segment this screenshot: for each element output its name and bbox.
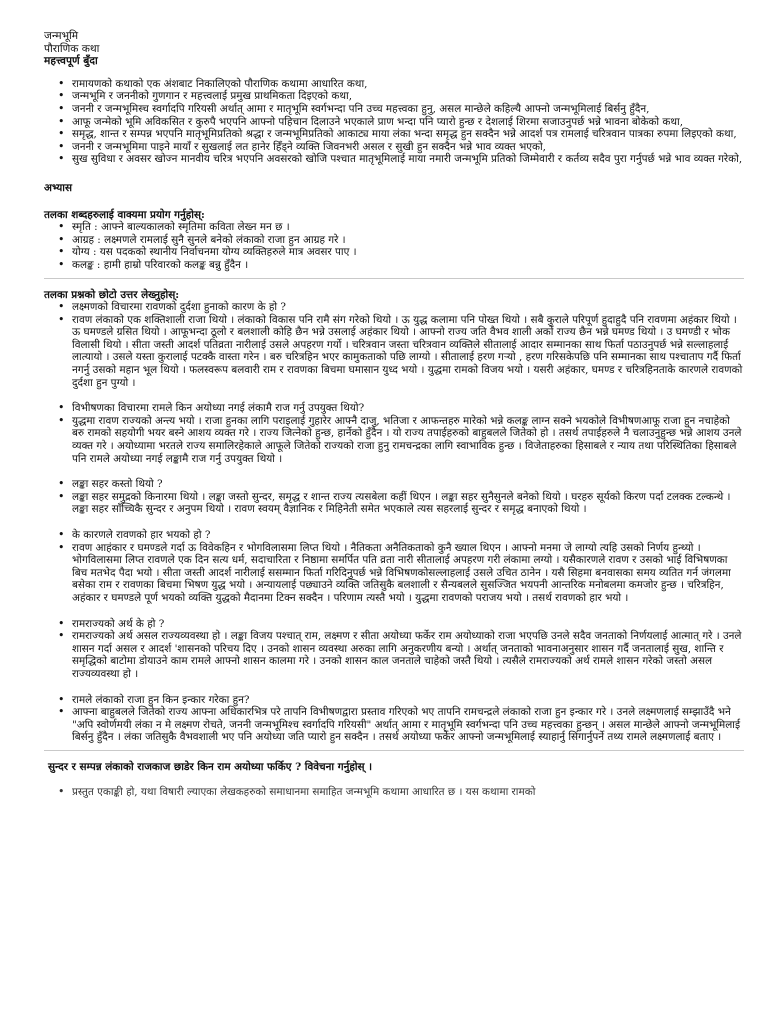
question: • के कारणले रावणको हार भयको हो ? <box>44 529 744 542</box>
key-points-list <box>44 78 744 166</box>
answer: • आफ्ना बाहुबलले जितेको राज्य आफ्ना अधिकारभित्र परे तापनि विभीषणद्वारा प्रस्ताव गरिएको भए तापनि रामचन्द्रले लंकाको राजा हुन इन्कार गरे । उनले लक्ष्मणलाई सम्झाउँदै भने "अपि स्वोर्णमयी लंका न मे लक्ष्मण रोचते, जननी जन्मभूमिश्च स्वर्गादपि गरियसी" अर्थात् आमा र मातृभूमि स्वर्गभन्दा पनि उच्च महत्त्वका हुन्छन् । असल मान्छेले आफ्नो जन्मभूमिलाई बिर्सनु हुँदैन । लंका जतिसुकै वैभवशाली भए पनि अयोध्या जति प्यारो हुन सक्दैन । तसर्थ अयोध्या फर्केर आफ्नो जन्मभूमिलाई स्याहार्नु सिंगार्नुपर्ने तथ्य रामले लक्ष्मणलाई बताए । <box>44 706 744 744</box>
list-item: • स्मृति : आफ्ने बाल्यकालको स्मृतिमा कविता लेख्न मन छ । <box>44 221 744 234</box>
answer: • रावण लंकाको एक शक्तिशाली राजा थियो । लंकाको विकास पनि रामै संग गरेको थियो । ऊ युद्ध कलामा पनि पोख्त थियो । सबै कुराले परिपूर्ण हुदाहुदै पनि रावणमा अहंकार थियो । ऊ घमण्डले ग्रसित थियो । आफूभन्दा ठूलो र बलशाली कोहि छैन भन्ने उसलाई अहंकार थियो । आफ्नो राज्य जति वैभव शाली अर्को राज्य छैन भन्ने घमण्ड थियो । उ घमण्डी र भोक विलासी थियो । सीता जस्ती आदर्श पतिव्रता नारीलाई उसले अपहरण गर्यो । चरित्रवान जस्ता चरित्रवान व्यक्तिले सीतालाई आदार सम्मानका साथ फिर्ता पठाउनुपर्छ भन्ने सल्लाहलाई लात्यायो । उसले यस्ता कुरालाई पटक्कै वास्ता गरेन । बरु चरित्रहिन भएर कामुकताको पछि लाग्यो । सीतालाई हरण गर्‍यो , हरण गरिसकेपछि पनि सम्मानका साथ पश्चाताप गर्दै फिर्ता नगर्नु उसको महान भूल थियो । फलस्वरूप बलवारी राम र रावणका बिचमा घमासान युध्द भयो । युद्धमा रामको विजय भयो । यसरी अहंकार, घमण्ड र चरित्रहिनताके कारणले रावणको दुर्दशा हुन पुग्यो । <box>44 314 744 390</box>
doc-heading-2: पौराणिक कथा <box>44 42 100 55</box>
answer: • युद्धमा रावण राज्यको अन्त्य भयो । राजा हुनका लागि पराइलाई गुहारेर आफ्नै दाजु, भतिजा र आफन्तहरु मारेको भन्ने कलङ्क लाग्न सक्ने भयकोले विभीषणआफू राजा हुन नचाहेको बरु रामको सहयोगी भयर बस्ने आशय व्यक्त गरे । राज्य जित्नेको हुन्छ, हार्नेको हुँदैन । यो राज्य तपाईहरुको बाहुबलले जितेको हो । तसर्थ तपाईहरुले नै चलाउनुहुन्छ भन्ने आशय उनले व्यक्त गरे । अयोध्यामा भरतले राज्य समालिरहेकाले आफूले जितेको राज्यको राजा हुनु रामचन्द्रका लागि स्वाभाविक हुन्छ । विजेताहरुका हिसाबले र न्याय तथा परिस्थितिका हिसाबले पनि रामले अयोध्या नगई लङ्कामै राज गर्नु उपयुक्त थियो । <box>44 415 744 465</box>
answer: • रामराज्यको अर्थ असल राज्यव्यवस्था हो । लङ्का विजय पश्चात् राम, लक्ष्मण र सीता अयोध्या फर्केर राम अयोध्याको राजा भएपछि उनले सदैव जनताको निर्णयलाई आत्मात् गरे । उनले शासन गर्दा असल र आदर्श 'शासनको परिचय दिए । उनको शासन व्यवस्था अरुका लागि अनुकरणीय बन्यो । अर्थात् जनताको भावनाअनुसार शासन गर्दै जनतालाई सुख, शान्ति र समृद्धिको बाटोमा डोयाउने काम रामले आफ्नो शासन कालमा गरे । उनको शासन काल जनताले चाहेको जस्तै थियो । त्यसैले रामराज्यको अर्थ रामले शासन गरेको जस्तो असल राज्यव्यवस्था हो । <box>44 630 744 680</box>
divider <box>44 278 744 279</box>
question: • रामराज्यको अर्थ के हो ? <box>44 618 744 631</box>
question: • लङ्का सहर कस्तो थियो ? <box>44 478 744 491</box>
list-item: • आफू जन्मेको भूमि अविकसित र कुरुपै भएपनि आफ्नो पहिचान दिलाउने भएकाले प्राण भन्दा पनि प्यारो हुन्छ र देशलाई शिरमा सजाउनुपर्छ भन्ने भावना बोकेको कथा, <box>44 116 744 129</box>
list-item: • रामायणको कथाको एक अंशबाट निकालिएको पौराणिक कथामा आधारित कथा, <box>44 78 744 91</box>
final-answer-block <box>44 786 744 799</box>
divider <box>44 750 744 751</box>
sentences-title: तलका शब्दहरुलाई वाक्यमा प्रयोग गर्नुहोस्: <box>44 208 205 221</box>
question: • लक्ष्मणको विचारमा रावणको दुर्दशा हुनाको कारण के हो ? <box>44 301 744 314</box>
sentences-list <box>44 221 744 271</box>
question: • रामले लंकाको राजा हुन किन इन्कार गरेका हुन? <box>44 694 744 707</box>
key-points-title: महत्त्वपूर्ण बुँदा <box>44 55 98 68</box>
exercise-title: अभ्यास <box>44 181 73 194</box>
list-item: • जननी र जन्मभूमिस्च स्वर्गादपि गरियसी अर्थात् आमा र मातृभूमि स्वर्गभन्दा पनि उच्च महत्त्वका हुनु, असल मान्छेले कहिल्यै आफ्नो जन्मभूमिलाई बिर्सनु हुँदैन, <box>44 103 744 116</box>
final-question: सुन्दर र सम्पन्न लंकाको राजकाज छाडेर किन राम अयोध्या फर्किए ? विवेचना गर्नुहोस् । <box>48 760 373 773</box>
list-item: • जन्मभूमि र जननीको गुणगान र महत्त्वलाई प्रमुख प्राथमिकता दिइएको कथा, <box>44 90 744 103</box>
answer: • लङ्का सहर समुद्रको किनारमा थियो । लङ्का जस्तो सुन्दर, समृद्ध र शान्त राज्य त्यसबेला कहीं थिएन । लङ्का सहर सुनैसुनले बनेको थियो । घरहरु सूर्यको किरण पर्दा टलक्क टल्कन्थे । लङ्का सहर साँच्चिकै सुन्दर र अनुपम थियो । रावण स्वयम् वैज्ञानिक र मिहिनेती समेत भएकाले त्यस सहरलाई सुन्दर र समृद्ध बनाएको थियो । <box>44 491 744 516</box>
list-item: • कलङ्क : हामी हाम्रो परिवारको कलङ्क बन्नु हुँदैन । <box>44 259 744 272</box>
list-item: • जननी र जन्मभूमिमा पाइने मायाँ र सुखलाई लत हानेर हिँड्ने व्यक्ति जिवनभरी असल र सुखी हुन सक्दैन भन्ने भाव व्यक्त भएको, <box>44 141 744 154</box>
doc-heading-1: जन्मभूमि <box>44 30 79 42</box>
qa-block <box>44 402 744 465</box>
final-answer: • प्रस्तुत एकाङ्की हो, यथा विषारी ल्याएका लेखकहरुको समाधानमा समाहित जन्मभूमि कथामा आधारित छ । यस कथामा रामको <box>44 786 744 799</box>
qa-block <box>44 694 744 744</box>
qa-block <box>44 618 744 681</box>
list-item: • योग्य : यस पदकको स्थानीय निर्वाचनमा योग्य व्यक्तिहरुले मात्र अवसर पाए । <box>44 246 744 259</box>
list-item: • समृद्ध, शान्त र सम्पन्न भएपनि मातृभूमिप्रतिको श्रद्धा र जन्मभूमिप्रतिको आकाट्य माया लंका भन्दा समृद्ध हुन सक्दैन भन्ने आदर्श पत्र रामलाई चरित्रवान पात्रका रुपमा लिइएको कथा, <box>44 128 744 141</box>
qa-block <box>44 529 744 605</box>
qa-block <box>44 301 744 389</box>
answer: • रावण आहंकार र घमण्डले गर्दा ऊ विवेकहिन र भोगविलासमा लिप्त थियो । नैतिकता अनैतिकताको कुनै ख्याल थिएन । आफ्नो मनमा जे लाग्यो त्यहि उसको निर्णय हुन्थ्यो । भोगविलासमा लिप्त रावणले एक दिन सत्य धर्म, सदाचारिता र निष्ठामा समर्पित पति व्रता नारी सीतालाई अपहरण गरी लंकामा लग्यो । यसैकारणले रावण र उसको भाई विभिषणका बिच मतभेद पैदा भयो । सीता जस्ती आदर्श नारीलाई ससम्मान फिर्ता गरिदिनुपर्छ भन्ने विभिषणकोसल्लाहलाई उसले उचित ठानेन । यसै सिहमा बनवासका समय व्यतित गर्न जंगलमा बसेका राम र रावणका बिचमा भिषण युद्ध भयो । अन्यायलाई पछ्याउने व्यक्ति जतिसुकै बलशाली र सैन्यबलले सुसज्जित भयपनी आन्तरिक मनोबलमा कमजोर हुन्छ । चरित्रहिन, अहंकार र घमण्डले पूर्ण भयको व्यक्ति युद्धको मैदानमा टिक्न सक्दैन । परिणाम त्यस्तै भयो । युद्धमा रावणको पराजय भयो । तसर्थ रावणको हार भयो । <box>44 542 744 605</box>
qa-block <box>44 478 744 516</box>
list-item: • सुख सुविधा र अवसर खोज्न मानवीय चरित्र भएपनि अवसरको खोजि पश्चात मातृभूमिलाई माया नमारी जन्मभूमि प्रतिको जिम्मेवारी र कर्तव्य सदैव पुरा गर्नुपर्छ भन्ने भाव व्यक्त गरेको, <box>44 153 744 166</box>
qa-title: तलका प्रश्नको छोटो उत्तर लेख्नुहोस्: <box>44 288 180 301</box>
question: • विभीषणका विचारमा रामले किन अयोध्या नगई लंकामै राज गर्नु उपयुक्त थियो? <box>44 402 744 415</box>
list-item: • आग्रह : लक्ष्मणले रामलाई सुनै सुनले बनेको लंकाको राजा हुन आग्रह गरे । <box>44 234 744 247</box>
